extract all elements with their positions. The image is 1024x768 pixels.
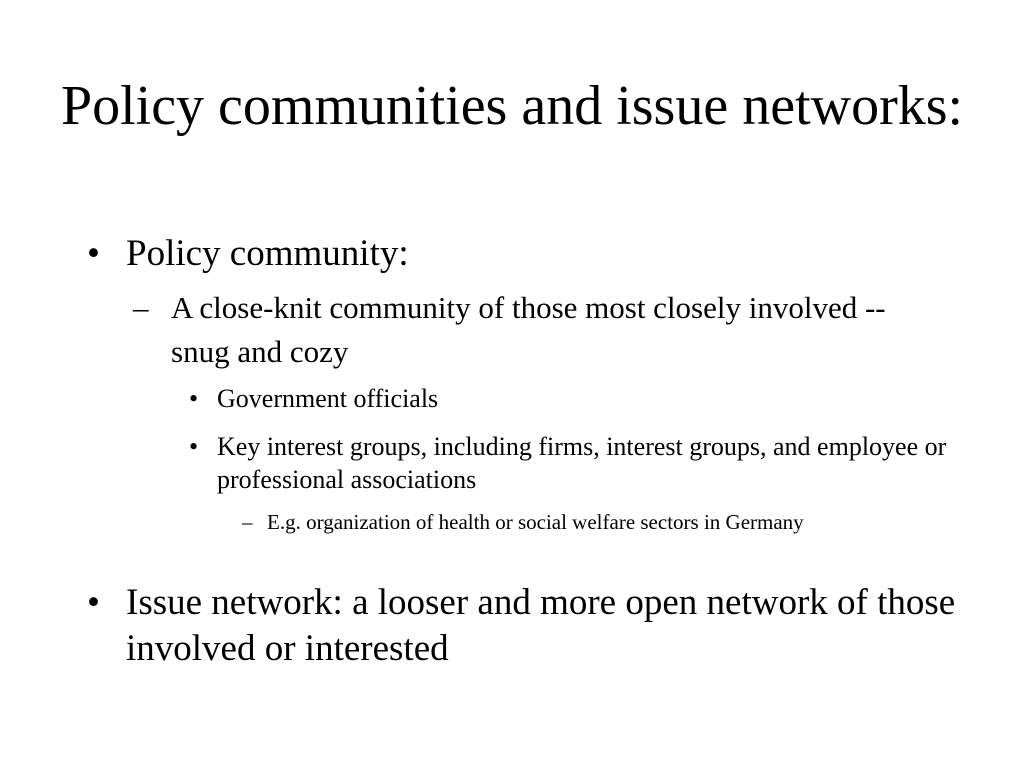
bullet-marker: • (87, 582, 100, 623)
example-bullet-text: E.g. organization of health or social welfare sectors in Germany (267, 510, 804, 534)
bullet-text: Policy community: (126, 233, 409, 274)
bullet-policy-community (87, 231, 946, 277)
dash-marker: – (133, 290, 149, 325)
sub-sub-bullet-interest-groups (189, 430, 947, 496)
sub-sub-bullet-text: Key interest groups, including firms, interest groups, and employee or professional associations (217, 432, 947, 494)
bullet-text: Issue network: a looser and more open network of those involved or interested (126, 582, 956, 669)
slide-title: Policy communities and issue networks: (60, 75, 964, 137)
sub-bullet-text: A close-knit community of those most closely involved -- snug and cozy (171, 290, 886, 369)
bullet-issue-network (87, 580, 976, 672)
dash-marker: – (242, 510, 253, 534)
bullet-marker: • (189, 384, 199, 413)
example-bullet-germany (242, 508, 907, 536)
bullet-marker: • (189, 432, 199, 461)
sub-sub-bullet-government (189, 382, 957, 415)
sub-sub-bullet-text: Government officials (217, 384, 439, 413)
sub-bullet-close-knit (133, 286, 931, 374)
bullet-marker: • (87, 233, 100, 274)
